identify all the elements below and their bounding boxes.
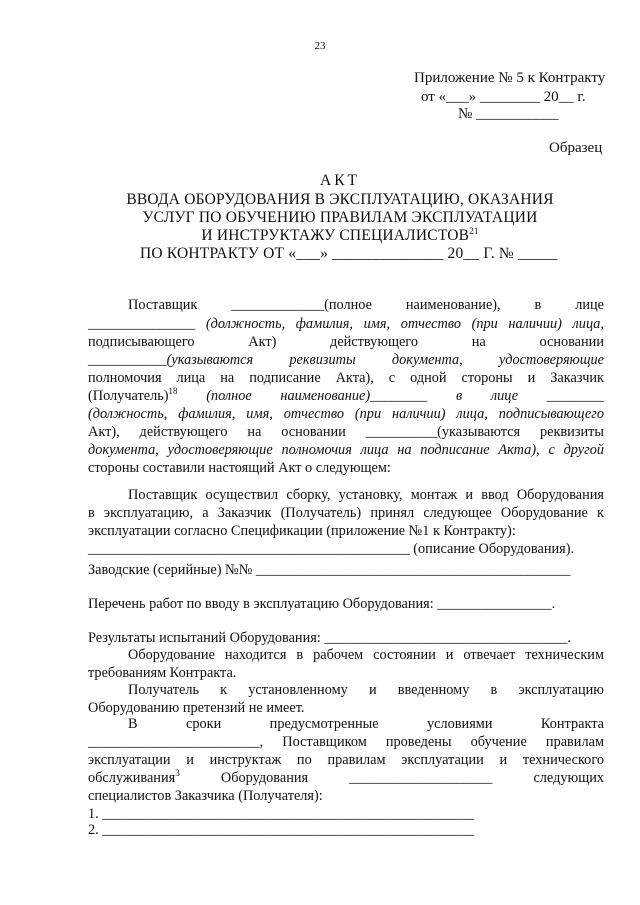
p1-line8: Акт), действующего на основании __________(указываются реквизиты bbox=[88, 424, 604, 440]
p2-line1: Поставщик осуществил сборку, установку, монтаж и ввод Оборудования bbox=[128, 487, 604, 503]
test-results-field: Результаты испытаний Оборудования: __________________________________. bbox=[88, 630, 571, 646]
p1-line9: документа, удостоверяющие полномочия лица на подписание Акта), с другой bbox=[88, 442, 604, 458]
specialist-item-1: 1. ____________________________________________________ bbox=[88, 806, 475, 822]
doc-title-line4: И ИНСТРУКТАЖУ СПЕЦИАЛИСТОВ$^{21}$ bbox=[201, 226, 479, 244]
p1-line2: _______________ (должность, фамилия, имя, отчество (при наличии) лица, bbox=[88, 316, 604, 332]
p5-line3: эксплуатации и инструктаж по правилам эксплуатации и технического bbox=[88, 752, 604, 768]
p1-line5: полномочия лица на подписание Акта), с одной стороны и Заказчик bbox=[88, 370, 604, 386]
serial-numbers-field: Заводские (серийные) №№ ____________________________________________ bbox=[88, 562, 571, 578]
p3-line2: требованиям Контракта. bbox=[88, 665, 237, 681]
p2-line2: в эксплуатацию, а Заказчик (Получатель) принял следующее Оборудование к bbox=[88, 505, 604, 521]
p1-line4: ___________(указываются реквизиты документа, удостоверяющие bbox=[88, 352, 604, 368]
p3-line1: Оборудование находится в рабочем состоянии и отвечает техническим bbox=[128, 647, 604, 663]
p4-line1: Получатель к установленному и введенному в эксплуатацию bbox=[128, 682, 604, 698]
page-number: 23 bbox=[314, 40, 326, 52]
p5-line5: специалистов Заказчика (Получателя): bbox=[88, 788, 323, 804]
p1-line7: (должность, фамилия, имя, отчество (при наличии) лица, подписывающего bbox=[88, 406, 604, 422]
p1-line10: стороны составили настоящий Акт о следующем: bbox=[88, 460, 391, 476]
p2-line3: эксплуатации согласно Спецификации (приложение №1 к Контракту): bbox=[88, 523, 516, 539]
specialist-item-2: 2. ____________________________________________________ bbox=[88, 822, 475, 838]
doc-title-contract: ПО КОНТРАКТУ ОТ «___» ______________ 20__ Г. № _____ bbox=[140, 245, 558, 262]
p1-line6: (Получатель)$^{18}$ (полное наименование)________ в лице ________ bbox=[88, 386, 604, 404]
p5-line4: обслуживания$^3$ Оборудования ____________________ следующих bbox=[88, 768, 604, 786]
footnote-marker: 18 bbox=[168, 386, 178, 396]
doc-title-line3: УСЛУГ ПО ОБУЧЕНИЮ ПРАВИЛАМ ЭКСПЛУАТАЦИИ bbox=[142, 209, 538, 226]
p1-line1: Поставщик _____________(полное наименование), в лице bbox=[128, 297, 604, 313]
sample-label: Образец bbox=[549, 140, 603, 156]
p5-line1: В сроки предусмотренные условиями Контракта bbox=[128, 716, 604, 732]
footnote-marker: 3 bbox=[175, 768, 180, 778]
works-list-field: Перечень работ по вводу в эксплуатацию Оборудования: ________________. bbox=[88, 596, 556, 612]
doc-title-line2: ВВОДА ОБОРУДОВАНИЯ В ЭКСПЛУАТАЦИЮ, ОКАЗАНИЯ bbox=[126, 191, 554, 208]
appendix-date: от «___» ________ 20__ г. bbox=[421, 89, 586, 105]
doc-title-act: АКТ bbox=[320, 172, 360, 189]
p2-line4: _____________________________________________ (описание Оборудования). bbox=[88, 541, 575, 557]
appendix-number: № ___________ bbox=[458, 106, 559, 122]
appendix-label: Приложение № 5 к Контракту bbox=[414, 70, 606, 86]
p5-line2: ________________________, Поставщиком проведены обучение правилам bbox=[88, 734, 604, 750]
p4-line2: Оборудованию претензий не имеет. bbox=[88, 700, 305, 716]
footnote-marker: 21 bbox=[469, 226, 479, 236]
p1-line3: подписывающего Акт) действующего на основании bbox=[88, 334, 604, 350]
